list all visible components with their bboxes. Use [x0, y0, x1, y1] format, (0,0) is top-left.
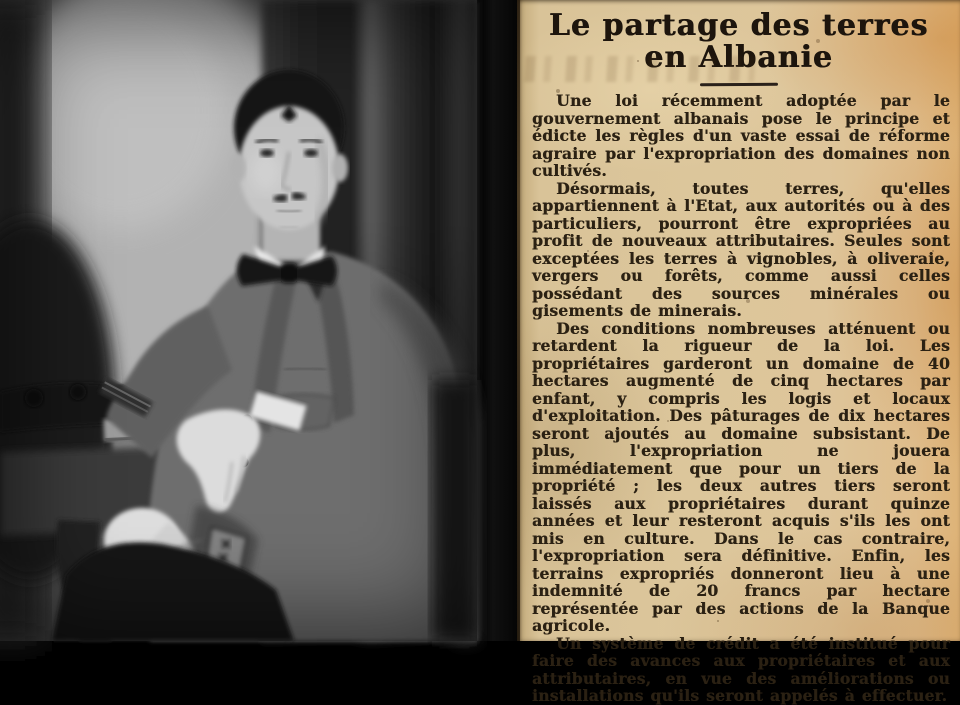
article-paragraph-4: Un système de crédit a été institué pour faire des avances aux propriétaires et aux attributaires, en vue des améliorations ou installations qu'ils seront appelés à effectuer. [532, 633, 950, 705]
newspaper-clipping [517, 0, 960, 705]
clipping-torn-edge [517, 0, 520, 641]
portrait-photo-illustration [0, 0, 477, 641]
eye [304, 149, 318, 157]
headline-line-1: Le partage des terres [548, 8, 929, 43]
headline-line-2: en Albanie [644, 40, 833, 75]
ear [230, 154, 246, 182]
chair-back-shadow [432, 380, 477, 641]
article-paragraph-3: Des conditions nombreuses atténuent ou retardent la rigueur de la loi. Les propriétaires garderont un domaine de 40 hectares augmenté de cinq hectares par enfant, y compris les logis et locaux d'exploitation. Des pâturages de dix hectares seront ajoutés au domaine subsistant. De plus, l'expropriation ne jouera immédiatement que pour un tiers de la propriété ; les deux autres tiers seront laissés aux propriétaires durant quinze années et leur resteront acquis s'ils les ont mis en culture. Dans le cas contraire, l'expropriation sera définitive. Enfin, les terrains expropriés donneront lieu à une indemnité de 20 francs par hectare représentée par des actions de la Banque agricole. [532, 318, 950, 635]
photo-paper-divider [477, 0, 517, 641]
ink-bleed-through [524, 56, 756, 82]
article-paragraph-2: Désormais, toutes terres, qu'elles appartiennent à l'Etat, aux autorités ou à des particuliers, pourront être expropriées au profit de nouveaux attributaires. Seules sont exceptées les terres à vignobles, à oliveraie, vergers ou forêts, comme aussi celles possédant des sources minérales ou gisements de minerais. [532, 178, 950, 320]
ear [332, 154, 348, 182]
paper-speckles [517, 0, 519, 2]
headline-divider-rule [699, 83, 777, 87]
portrait-photo [0, 0, 477, 641]
article-body [517, 92, 960, 705]
article-paragraph-1: Une loi récemment adoptée par le gouvernement albanais pose le principe et édicte les règles d'un vaste essai de réforme agraire par l'expropriation des domaines non cultivés. [532, 91, 950, 180]
eye [260, 149, 274, 157]
